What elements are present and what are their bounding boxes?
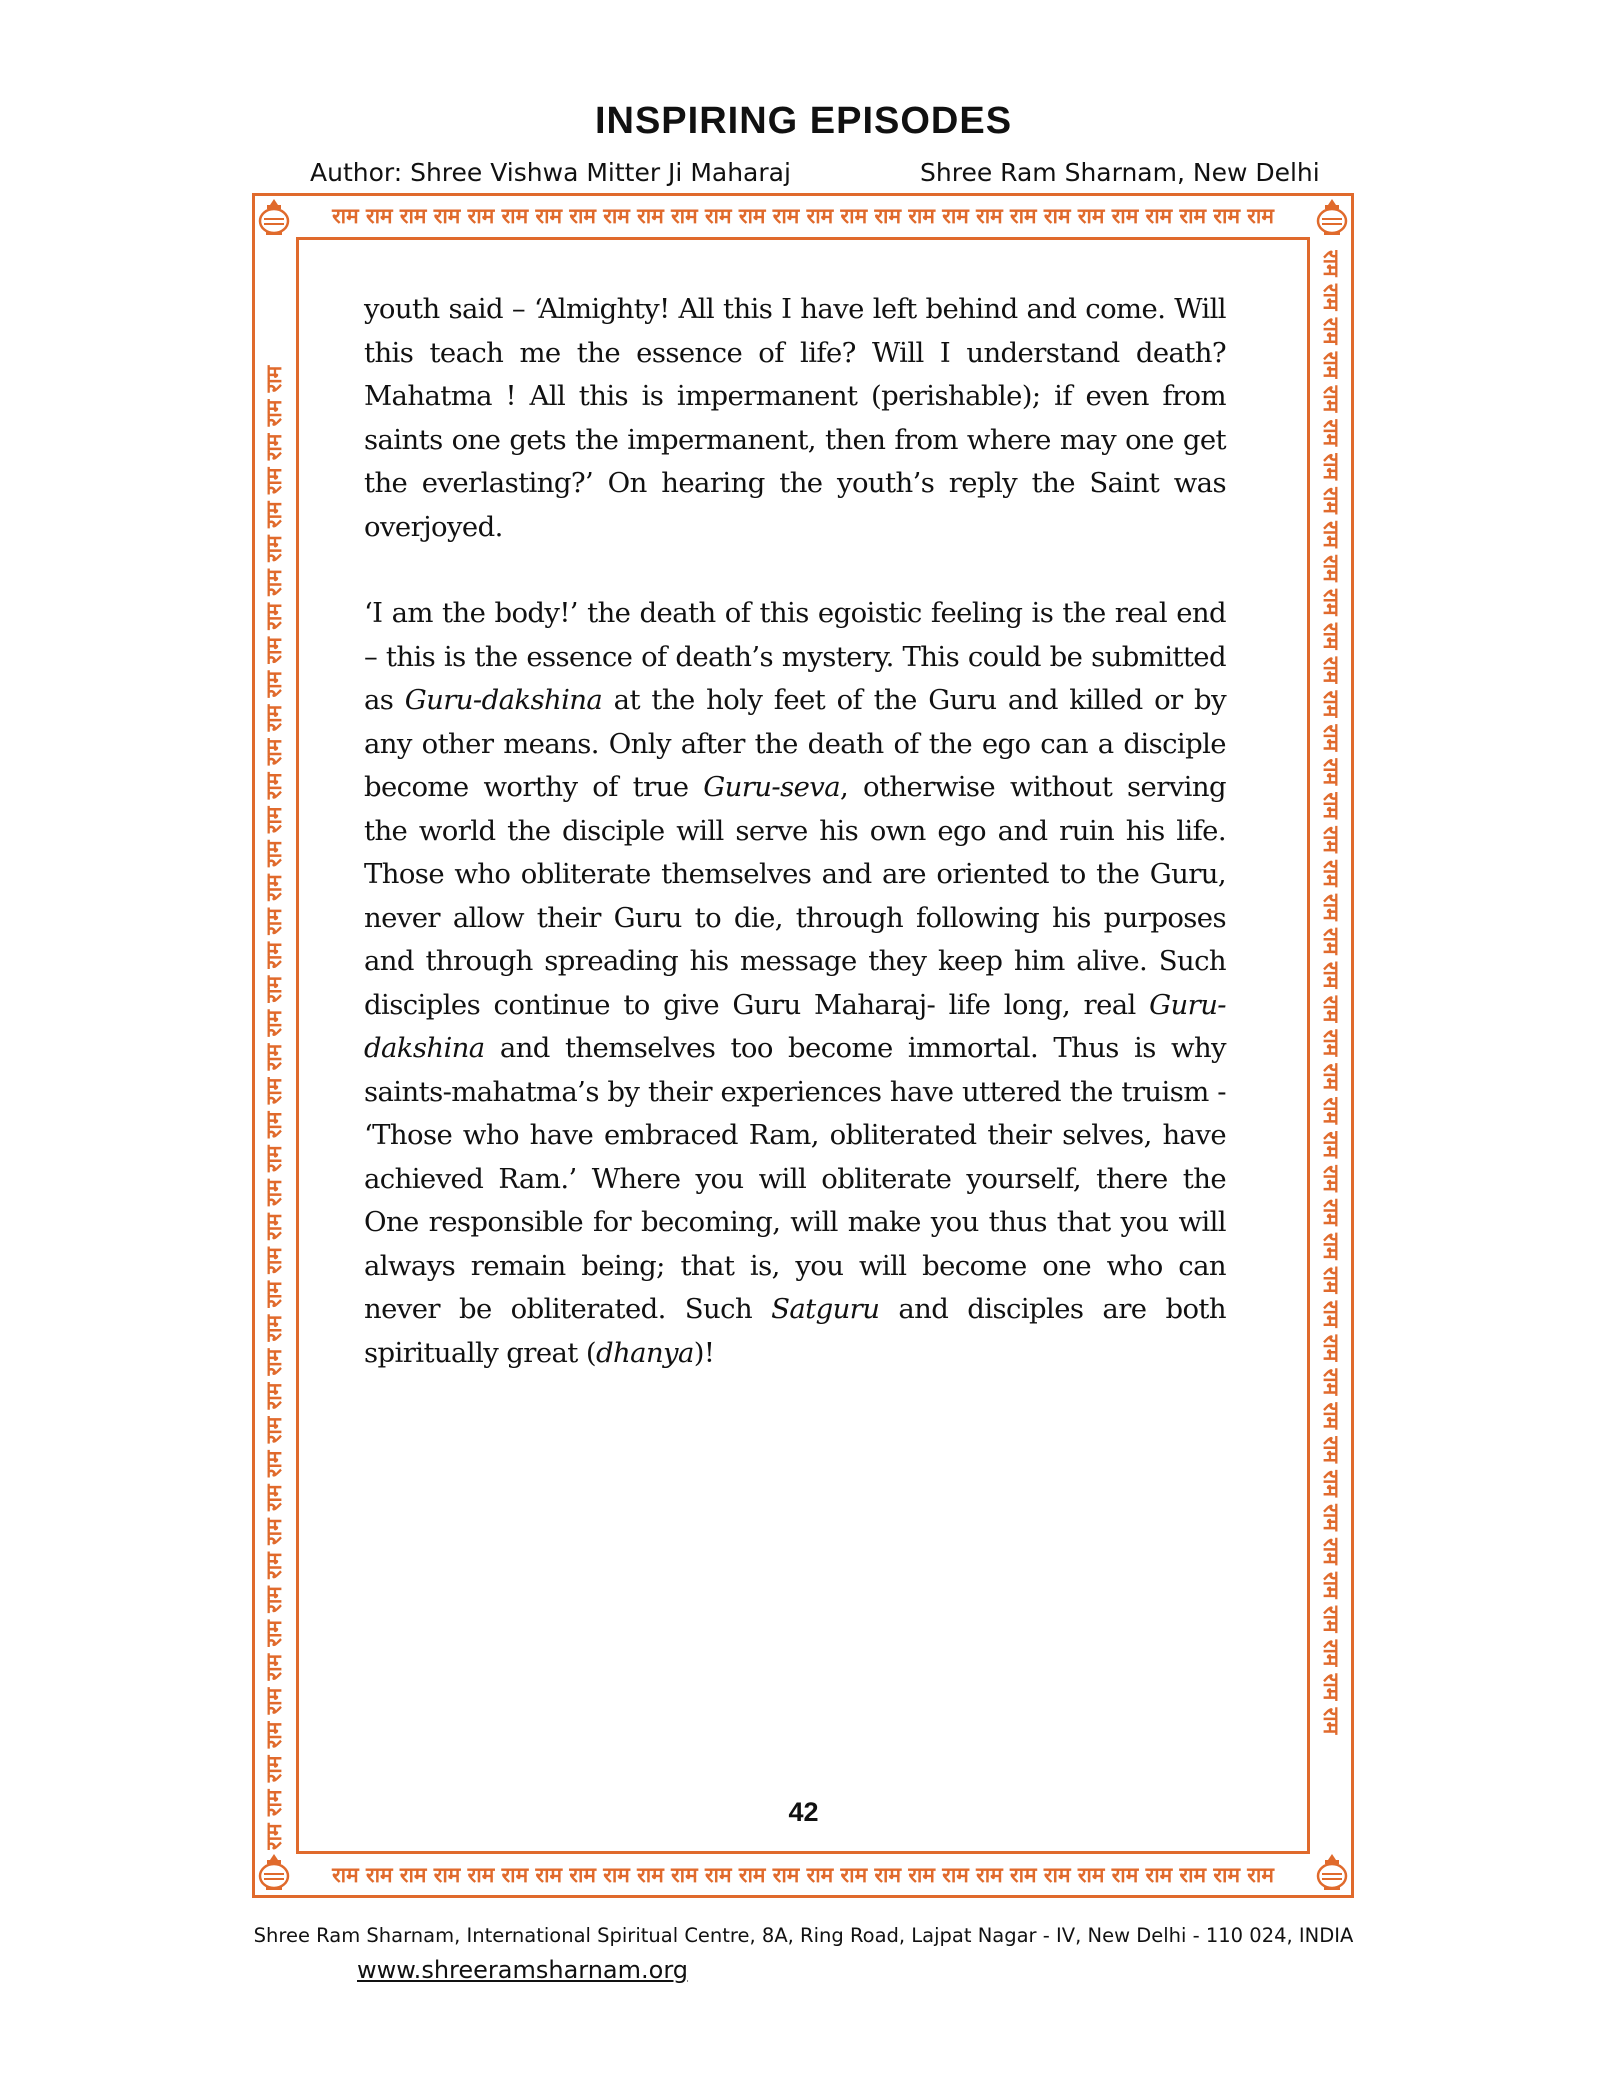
kalash-ornament-icon — [1314, 197, 1350, 237]
kalash-ornament-icon — [1314, 1852, 1350, 1892]
italic-term: Guru-seva — [703, 771, 841, 803]
kalash-ornament-icon — [256, 197, 292, 237]
author-line: Author: Shree Vishwa Mitter Ji Maharaj — [310, 158, 791, 187]
page-number: 42 — [788, 1797, 819, 1827]
text-run: youth said – ‘Almighty! All this I have left behind and come. Will this teach me the essence of life? Will I understand death? Mahatma ! All this is impermanent (perishable); if even from saints one gets the impermanent, then from where may one get the everlasting?’ On hearing the youth’s reply the Saint was overjoyed. — [364, 293, 1226, 543]
italic-term: Satguru — [771, 1293, 880, 1325]
border-band-right: राम राम राम राम राम राम राम राम राम राम राम राम राम राम राम राम राम राम राम राम राम राम राम राम राम राम राम राम राम राम राम राम राम राम राम राम राम राम राम राम राम राम राम राम — [1319, 250, 1343, 1735]
border-band-left: राम राम राम राम राम राम राम राम राम राम राम राम राम राम राम राम राम राम राम राम राम राम राम राम राम राम राम राम राम राम राम राम राम राम राम राम राम राम राम राम राम राम राम राम — [262, 365, 286, 1850]
text-run: )! — [693, 1336, 715, 1369]
text-run: , otherwise without serving the world the disciple will serve his own ego and ruin his life. Those who obliterate themselves and are oriented to the Guru, never allow their Guru to die, through following his purposes and through spreading his message they keep him alive. Such disciples continue to give Guru Maharaj- life long, real — [364, 771, 1226, 1021]
text-run: and themselves too become immortal. Thus is why saints-mahatma’s by their experiences have uttered the truism - ‘Those who have embraced Ram, obliterated their selves, have achieved Ram.’ Where you will obliterate yourself, there the One responsible for becoming, will make you thus that you will always remain being; that is, you will become one who can never be obliterated. Such — [364, 1032, 1226, 1325]
footer-address: Shree Ram Sharnam, International Spiritual Centre, 8A, Ring Road, Lajpat Nagar - IV, New Delhi - 110 024, INDIA — [253, 1924, 1354, 1947]
website-link[interactable]: www.shreeramsharnam.org — [357, 1956, 689, 1984]
text-run: and disciples are both spiritually great ( — [364, 1293, 1226, 1369]
italic-term: Guru-dakshina — [364, 988, 1226, 1064]
body-text — [364, 288, 1226, 1375]
paragraph — [364, 592, 1226, 1375]
paragraph — [364, 288, 1226, 549]
border-band-bottom: राम राम राम राम राम राम राम राम राम राम राम राम राम राम राम राम राम राम राम राम राम राम राम राम राम राम राम राम — [332, 1863, 1274, 1887]
italic-term: Guru-dakshina — [404, 684, 603, 716]
organization-header: Shree Ram Sharnam, New Delhi — [920, 158, 1320, 187]
text-run: at the holy feet of the Guru and killed or by any other means. Only after the death of the ego can a disciple become worthy of true — [364, 684, 1227, 803]
border-band-top: राम राम राम राम राम राम राम राम राम राम राम राम राम राम राम राम राम राम राम राम राम राम राम राम राम राम राम राम — [332, 204, 1274, 228]
italic-term: dhanya — [596, 1336, 694, 1369]
page-title: INSPIRING EPISODES — [594, 100, 1013, 142]
kalash-ornament-icon — [256, 1852, 292, 1892]
text-run: ‘I am the body!’ the death of this egoistic feeling is the real end – this is the essence of death’s mystery. This could be submitted as — [364, 597, 1226, 716]
